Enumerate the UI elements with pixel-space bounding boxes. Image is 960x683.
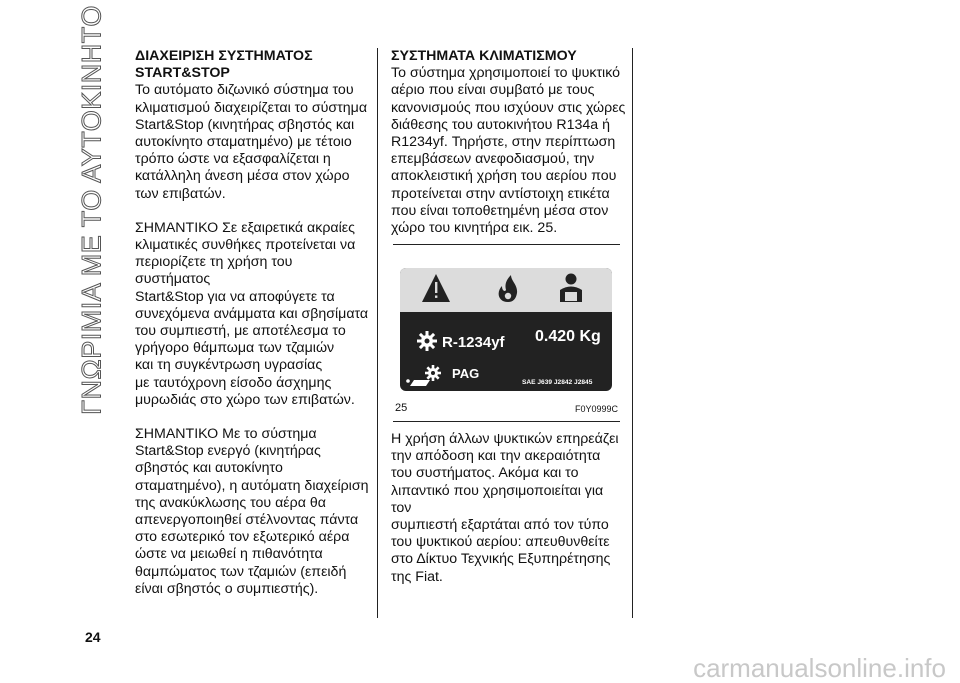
text-line: αποκλειστική χρήση του αερίου που xyxy=(391,168,617,185)
text-line: ώστε να μειωθεί η πιθανότητα xyxy=(135,546,323,563)
heading-line: START&STOP xyxy=(135,65,230,82)
warning-triangle-icon xyxy=(422,274,450,302)
text-line: με ταυτόχρονη είσοδο άσχημης xyxy=(135,374,332,391)
column-divider-right xyxy=(632,48,633,618)
text-line: στο εσωτερικό τον εξωτερικό αέρα xyxy=(135,529,350,546)
text-line: που είναι τοποθετημένη μέσα στον xyxy=(391,202,609,219)
text-line: και τη συγκέντρωση υγρασίας xyxy=(135,357,323,374)
left-column xyxy=(135,48,370,598)
refrigerant-warning-paragraph xyxy=(391,431,626,586)
text-line: λιπαντικό που χρησιμοποιείται για τον xyxy=(391,482,604,516)
watermark: carmanualsonline.info xyxy=(693,653,946,683)
text-line: κλιματισμού διαχειρίζεται το σύστημα xyxy=(135,99,368,116)
text-line: συνεχόμενα ανάμματα και σβησίματα xyxy=(135,305,369,322)
figure-code: F0Y0999C xyxy=(574,404,618,414)
text-line: Το αυτόματο διζωνικό σύστημα του xyxy=(135,82,354,99)
refrigerant-amount: 0.420 Kg xyxy=(535,328,601,345)
important-note-humidity xyxy=(135,220,370,409)
text-line: γρήγορο θάμπωμα των τζαμιών xyxy=(135,340,335,357)
start-stop-paragraph xyxy=(135,82,370,202)
text-line: περιορίζετε τη χρήση του συστήματος xyxy=(135,254,293,288)
text-line: προτείνεται στην αντίστοιχη ετικέτα xyxy=(391,185,610,202)
text-line: R1234yf. Τηρήστε, στην περίπτωση xyxy=(391,134,616,151)
heading-line: ΔΙΑΧΕΙΡΙΣΗ ΣΥΣΤΗΜΑΤΟΣ xyxy=(135,48,313,64)
column-divider-left xyxy=(377,48,378,618)
start-stop-heading xyxy=(135,48,370,82)
refrigerant-label-sticker xyxy=(400,268,612,391)
text-line: Το σύστημα χρησιμοποιεί το ψυκτικό xyxy=(391,65,621,82)
sae-standards: SAE J639 J2842 J2845 xyxy=(522,379,593,386)
text-line: την απόδοση και την ακεραιότητα xyxy=(391,448,601,465)
text-line: κατάλληλη άνεση μέσα στον χώρο xyxy=(135,168,350,185)
mopar-logo-text: MOPAR xyxy=(560,306,585,312)
text-line: του ψυκτικού αερίου: απευθυνθείτε xyxy=(391,534,610,551)
text-line: της Fiat. xyxy=(391,568,443,585)
text-line: του συστήματος. Ακόμα και το xyxy=(391,465,579,482)
text-line: μυρωδιάς στο χώρο των επιβατών. xyxy=(135,391,355,408)
read-manual-icon xyxy=(560,274,582,303)
gear-refrigerant-icon xyxy=(417,331,437,351)
text-line: είναι σβηστός ο συμπιεστής). xyxy=(135,580,319,597)
text-line: κλιματικές συνθήκες προτείνεται να xyxy=(135,237,356,254)
text-line: αυτοκίνητο σταματημένο) με τέτοιο xyxy=(135,134,352,151)
refrigerant-paragraph xyxy=(391,65,626,237)
text-line: χώρο του κινητήρα εικ. 25. xyxy=(391,220,558,237)
climate-systems-heading: ΣΥΣΤΗΜΑΤΑ ΚΛΙΜΑΤΙΣΜΟΥ xyxy=(391,48,577,64)
text-line: Start&Stop (κινητήρας σβηστός και xyxy=(135,116,355,133)
text-line: θαμπώματος των τζαμιών (επειδή xyxy=(135,563,347,580)
text-line: τρόπο ώστε να εξασφαλίζεται η xyxy=(135,151,331,168)
refrigerant-type: R-1234yf xyxy=(442,334,505,351)
figure-refrigerant-label xyxy=(393,244,620,422)
text-line: ΣΗΜΑΝΤΙΚΟ Με το σύστημα xyxy=(135,426,317,443)
text-line: Η χρήση άλλων ψυκτικών επηρεάζει xyxy=(391,431,619,447)
text-line: κανονισμούς που ισχύουν στις χώρες xyxy=(391,99,626,116)
text-line: Start&Stop για να αποφύγετε τα xyxy=(135,288,335,305)
oil-can-icon xyxy=(406,365,441,386)
important-note-recirculation xyxy=(135,426,370,598)
text-line: σβηστός και αυτοκίνητο xyxy=(135,460,283,477)
text-line: του συμπιεστή, με αποτέλεσμα το xyxy=(135,323,346,340)
figure-number: 25 xyxy=(395,402,408,414)
oil-type: PAG xyxy=(452,366,480,381)
section-side-tab xyxy=(70,5,114,415)
text-line: στο Δίκτυο Τεχνικής Εξυπηρέτησης xyxy=(391,551,611,568)
text-line: Start&Stop ενεργό (κινητήρας xyxy=(135,443,321,460)
text-line: ΣΗΜΑΝΤΙΚΟ Σε εξαιρετικά ακραίες xyxy=(135,219,355,236)
text-line: επεμβάσεων ανεφοδιασμού, την xyxy=(391,151,595,168)
flame-icon xyxy=(499,275,517,302)
text-line: των επιβατών. xyxy=(135,185,226,202)
page-number: 24 xyxy=(85,629,101,645)
text-line: σταματημένο), η αυτόματη διαχείριση xyxy=(135,477,369,494)
text-line: συμπιεστή εξαρτάται από τον τύπο xyxy=(391,517,609,534)
text-line: διάθεσης του αυτοκινήτου R134a ή xyxy=(391,116,611,133)
text-line: αέριο που είναι συμβατό με τους xyxy=(391,82,595,99)
text-line: απενεργοποιηθεί στέλνοντας πάντα xyxy=(135,512,359,529)
section-side-tab-label: ΓΝΩΡΙΜΙΑ ΜΕ ΤΟ ΑΥΤΟΚΙΝΗΤΟ xyxy=(76,5,107,415)
text-line: της ανακύκλωσης του αέρα θα xyxy=(135,494,326,511)
